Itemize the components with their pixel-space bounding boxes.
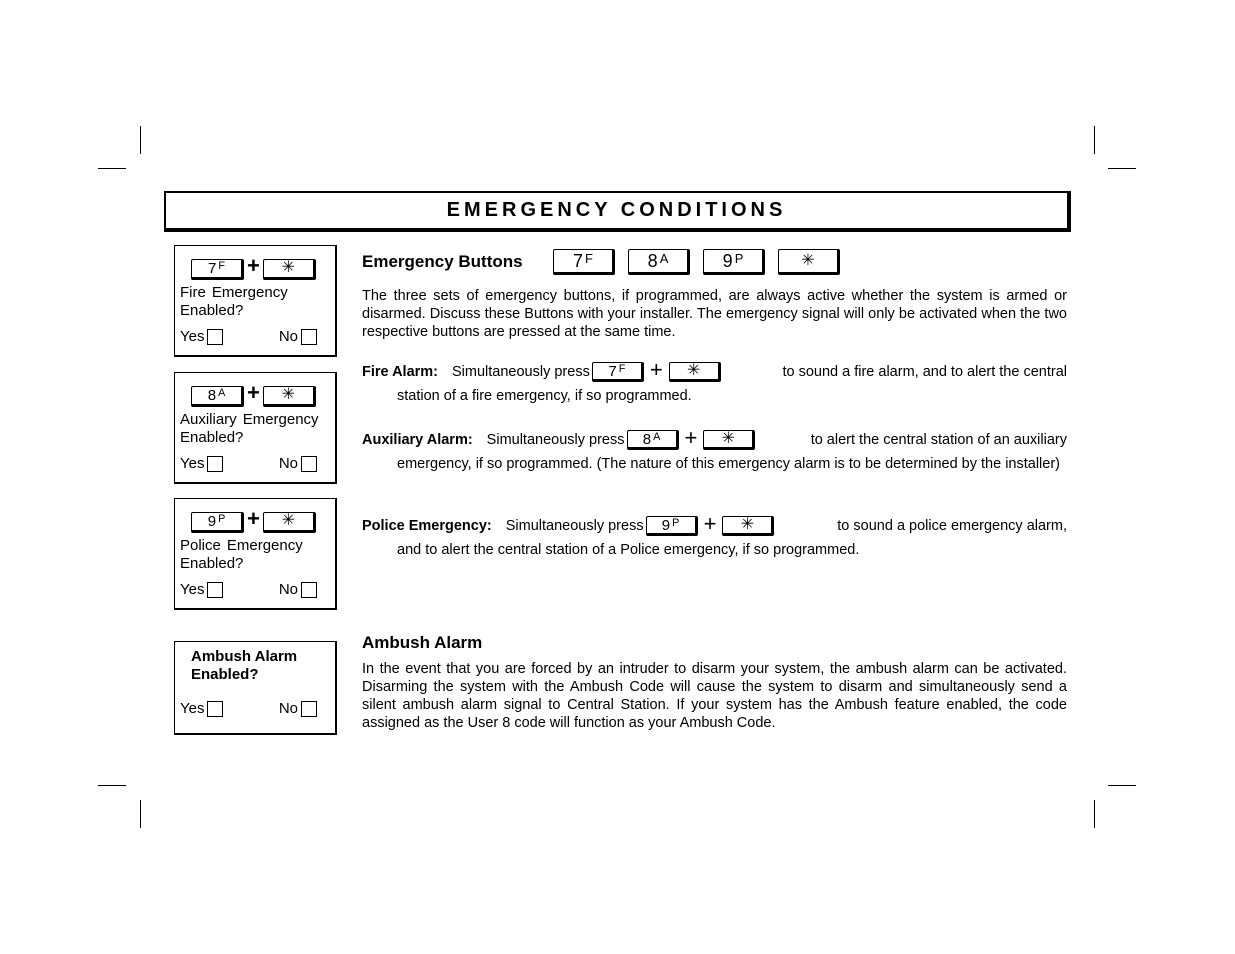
star-key: ✳	[722, 516, 774, 536]
police-alarm-cont: and to alert the central station of a Police emergency, if so programmed.	[397, 542, 860, 558]
ambush-no-checkbox[interactable]	[301, 701, 317, 717]
police-key-combo	[191, 506, 316, 533]
star-key: ✳	[703, 430, 755, 450]
ambush-enabled-label: Ambush Alarm Enabled?	[191, 648, 298, 683]
emergency-key-row	[553, 249, 840, 275]
crop-mark	[98, 785, 126, 786]
fire-emergency-box	[174, 245, 337, 357]
aux-enabled-options	[180, 455, 317, 472]
aux-alarm-post: to alert the central station of an auxiliary	[810, 432, 1067, 448]
star-key: ✳	[778, 249, 840, 275]
no-label: No	[278, 581, 298, 598]
crop-mark	[140, 126, 141, 154]
police-alarm-line	[362, 511, 1067, 537]
plus-icon: +	[649, 357, 663, 382]
ambush-alarm-heading: Ambush Alarm	[362, 633, 483, 652]
police-enabled-options	[180, 581, 317, 598]
fire-alarm-post: to sound a fire alarm, and to alert the central	[782, 364, 1067, 380]
plus-icon: +	[247, 380, 260, 405]
crop-mark	[1094, 126, 1095, 154]
page-title: EMERGENCY CONDITIONS	[446, 199, 787, 221]
aux-yes-checkbox[interactable]	[207, 456, 223, 472]
star-key: ✳	[263, 386, 316, 407]
crop-mark	[140, 800, 141, 828]
police-yes-checkbox[interactable]	[207, 582, 223, 598]
police-alarm-post: to sound a police emergency alarm,	[837, 518, 1067, 534]
fire-emergency-label: Fire Emergency Enabled?	[180, 284, 288, 319]
aux-key-8a: 8 A	[191, 386, 244, 407]
yes-label: Yes	[180, 700, 205, 717]
fire-key-7f: 7 F	[592, 362, 644, 382]
police-key-9p: 9 P	[646, 516, 698, 536]
aux-no-checkbox[interactable]	[301, 456, 317, 472]
fire-alarm-pre: Simultaneously press	[452, 364, 590, 380]
crop-mark	[1094, 800, 1095, 828]
no-label: No	[278, 700, 298, 717]
plus-icon: +	[684, 425, 698, 450]
police-emergency-box	[174, 498, 337, 610]
fire-key-combo	[191, 253, 316, 280]
no-label: No	[278, 455, 298, 472]
fire-alarm-label: Fire Alarm:	[362, 364, 439, 380]
aux-key-combo	[191, 380, 316, 407]
aux-emergency-label: Auxiliary Emergency Enabled?	[180, 411, 319, 446]
police-alarm-pre: Simultaneously press	[505, 518, 644, 534]
fire-no-checkbox[interactable]	[301, 329, 317, 345]
police-no-checkbox[interactable]	[301, 582, 317, 598]
plus-icon: +	[247, 253, 260, 278]
police-key-9p: 9 P	[703, 249, 765, 275]
plus-icon: +	[703, 511, 717, 536]
police-key-9p: 9 P	[191, 512, 244, 533]
aux-alarm-label: Auxiliary Alarm:	[362, 432, 473, 448]
ambush-yes-checkbox[interactable]	[207, 701, 223, 717]
crop-mark	[1108, 168, 1136, 169]
fire-key-7f: 7 F	[553, 249, 615, 275]
crop-mark	[1108, 785, 1136, 786]
page-title-box	[164, 191, 1071, 232]
emergency-buttons-heading: Emergency Buttons	[362, 252, 523, 271]
ambush-enabled-options	[180, 700, 317, 717]
ambush-alarm-body: In the event that you are forced by an intruder to disarm your system, the ambush alarm can be activated. Disarming the system with the Ambush Code will cause the system to disarm and simultaneously send a silent ambush alarm signal to Central Station. If your system has the Ambush feature enabled, the code assigned as the User 8 code will function as your Ambush Code.	[362, 661, 1067, 731]
aux-alarm-cont: emergency, if so programmed. (The nature of this emergency alarm is to be determined by the installer)	[397, 456, 1060, 472]
fire-yes-checkbox[interactable]	[207, 329, 223, 345]
crop-mark	[98, 168, 126, 169]
fire-alarm-line	[362, 357, 1067, 383]
emergency-buttons-body: The three sets of emergency buttons, if programmed, are always active whether the system is armed or disarmed. Discuss these Buttons with your installer. The emergency signal will only be activated when the two respective buttons are pressed at the same time.	[362, 288, 1067, 340]
aux-key-8a: 8 A	[628, 249, 690, 275]
police-emergency-label: Police Emergency Enabled?	[180, 537, 303, 572]
fire-key-7f: 7 F	[191, 259, 244, 280]
police-alarm-label: Police Emergency:	[362, 518, 492, 534]
aux-alarm-line	[362, 425, 1067, 451]
yes-label: Yes	[180, 328, 205, 345]
ambush-alarm-box	[174, 641, 337, 735]
no-label: No	[278, 328, 298, 345]
fire-enabled-options	[180, 328, 317, 345]
yes-label: Yes	[180, 581, 205, 598]
star-key: ✳	[263, 512, 316, 533]
fire-alarm-cont: station of a fire emergency, if so programmed.	[397, 388, 692, 404]
star-key: ✳	[669, 362, 721, 382]
plus-icon: +	[247, 506, 260, 531]
yes-label: Yes	[180, 455, 205, 472]
aux-key-8a: 8 A	[627, 430, 679, 450]
star-key: ✳	[263, 259, 316, 280]
aux-alarm-pre: Simultaneously press	[486, 432, 625, 448]
auxiliary-emergency-box	[174, 372, 337, 484]
